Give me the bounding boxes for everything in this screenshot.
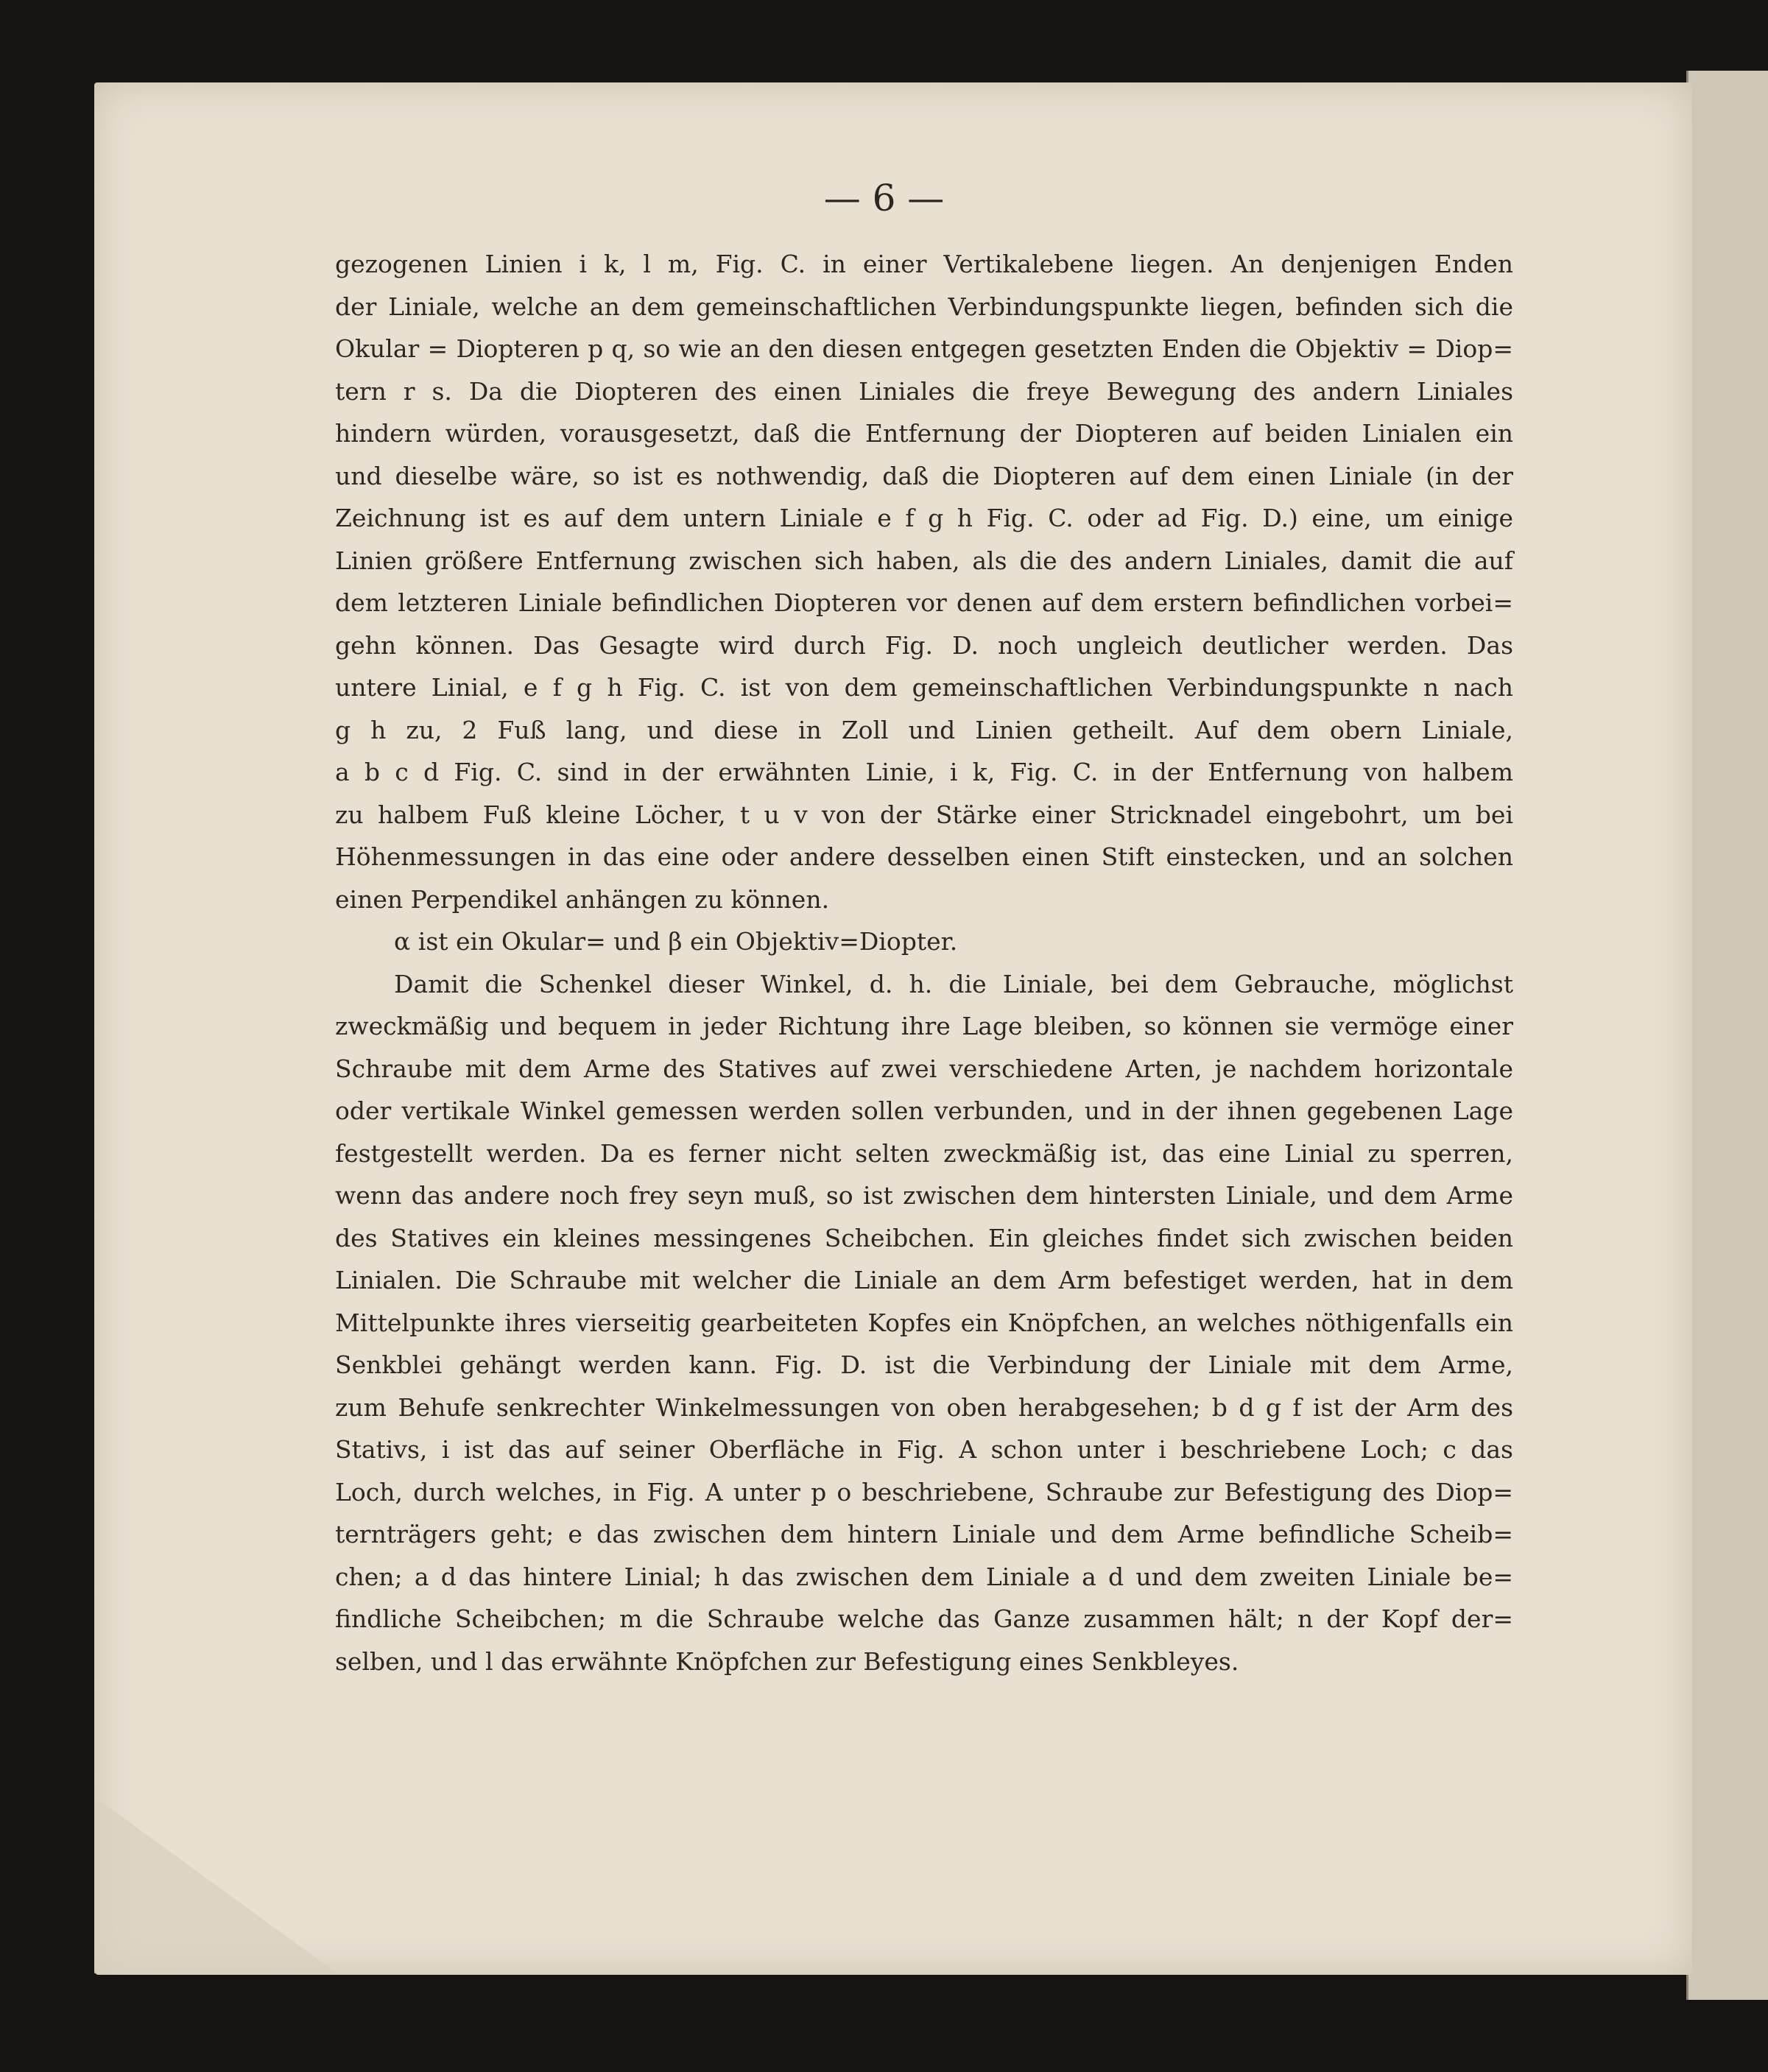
body-text <box>335 243 1513 1682</box>
text-line: g h zu, 2 Fuß lang, und diese in Zoll und Linien getheilt. Auf dem obern Liniale, <box>335 715 1513 744</box>
text-line: Mittelpunkte ihres vierseitig gearbeiteten Kopfes ein Knöpfchen, an welches nöthigenfalls ein <box>335 1308 1513 1337</box>
text-line: Stativs, i ist das auf seiner Oberfläche in Fig. A schon unter i beschriebene Loch; c das <box>335 1435 1513 1464</box>
text-line: Okular = Diopteren p q, so wie an den diesen entgegen gesetzten Enden die Objektiv = Diop= <box>335 334 1513 363</box>
text-line: gehn können. Das Gesagte wird durch Fig. D. noch ungleich deutlicher werden. Das <box>335 630 1513 660</box>
text-line: wenn das andere noch frey seyn muß, so ist zwischen dem hintersten Liniale, und dem Arme <box>335 1181 1513 1210</box>
text-line: des Statives ein kleines messingenes Scheibchen. Ein gleiches findet sich zwischen beiden <box>335 1223 1513 1252</box>
text-line: festgestellt werden. Da es ferner nicht selten zweckmäßig ist, das eine Linial zu sperren, <box>335 1138 1513 1168</box>
text-line: hindern würden, vorausgesetzt, daß die Entfernung der Diopteren auf beiden Linialen ein <box>335 419 1513 448</box>
text-line: oder vertikale Winkel gemessen werden sollen verbunden, und in der ihnen gegebenen Lage <box>335 1096 1513 1125</box>
text-line: und dieselbe wäre, so ist es nothwendig, daß die Diopteren auf dem einen Liniale (in der <box>335 461 1513 490</box>
text-line: dem letzteren Liniale befindlichen Diopteren vor denen auf dem erstern befindlichen vorbei= <box>335 588 1513 617</box>
text-line: gezogenen Linien i k, l m, Fig. C. in einer Vertikalebene liegen. An denjenigen Enden <box>335 250 1513 278</box>
adjacent-page-edge <box>1686 71 1768 2000</box>
text-line: zum Behufe senkrechter Winkelmessungen von oben herabgesehen; b d g f ist der Arm des <box>335 1392 1513 1422</box>
text-line: Damit die Schenkel dieser Winkel, d. h. die Liniale, bei dem Gebrauche, möglichst <box>394 969 1513 998</box>
text-line: untere Linial, e f g h Fig. C. ist von dem gemeinschaftlichen Verbindungspunkte n nach <box>335 673 1513 702</box>
text-line: Linialen. Die Schraube mit welcher die Liniale an dem Arm befestiget werden, hat in dem <box>335 1266 1513 1294</box>
text-line: Höhenmessungen in das eine oder andere desselben einen Stift einstecken, und an solchen <box>335 842 1513 871</box>
text-line: der Liniale, welche an dem gemeinschaftlichen Verbindungspunkte liegen, befinden sich die <box>335 292 1513 321</box>
text-line: zu halbem Fuß kleine Löcher, t u v von der Stärke einer Stricknadel eingebohrt, um bei <box>335 800 1513 829</box>
text-line: Loch, durch welches, in Fig. A unter p o beschriebene, Schraube zur Befestigung des Diop= <box>335 1477 1513 1507</box>
page-number-header: — 6 — <box>823 177 945 219</box>
text-line: Senkblei gehängt werden kann. Fig. D. ist die Verbindung der Liniale mit dem Arme, <box>335 1350 1513 1379</box>
text-line: Linien größere Entfernung zwischen sich haben, als die des andern Liniales, damit die auf <box>335 546 1513 575</box>
text-line: findliche Scheibchen; m die Schraube welche das Ganze zusammen hält; n der Kopf der= <box>335 1604 1513 1633</box>
text-line: zweckmäßig und bequem in jeder Richtung ihre Lage bleiben, so können sie vermöge einer <box>335 1012 1513 1040</box>
text-line: ternträgers geht; e das zwischen dem hintern Liniale und dem Arme befindliche Scheib= <box>335 1520 1513 1548</box>
text-line: einen Perpendikel anhängen zu können. <box>335 884 830 914</box>
text-line: a b c d Fig. C. sind in der erwähnten Linie, i k, Fig. C. in der Entfernung von halbem <box>335 758 1513 786</box>
text-line: chen; a d das hintere Linial; h das zwischen dem Liniale a d und dem zweiten Liniale be= <box>335 1562 1513 1591</box>
text-line: selben, und l das erwähnte Knöpfchen zur Befestigung eines Senkbleyes. <box>335 1646 1239 1676</box>
text-line: tern r s. Da die Diopteren des einen Liniales die freye Bewegung des andern Liniales <box>335 376 1513 406</box>
text-line: α ist ein Okular= und β ein Objektiv=Diopter. <box>394 927 958 956</box>
text-line: Zeichnung ist es auf dem untern Liniale e f g h Fig. C. oder ad Fig. D.) eine, um einige <box>335 504 1513 532</box>
page-corner-fold <box>94 1797 337 1973</box>
text-line: Schraube mit dem Arme des Statives auf zwei verschiedene Arten, je nachdem horizontale <box>335 1054 1513 1083</box>
